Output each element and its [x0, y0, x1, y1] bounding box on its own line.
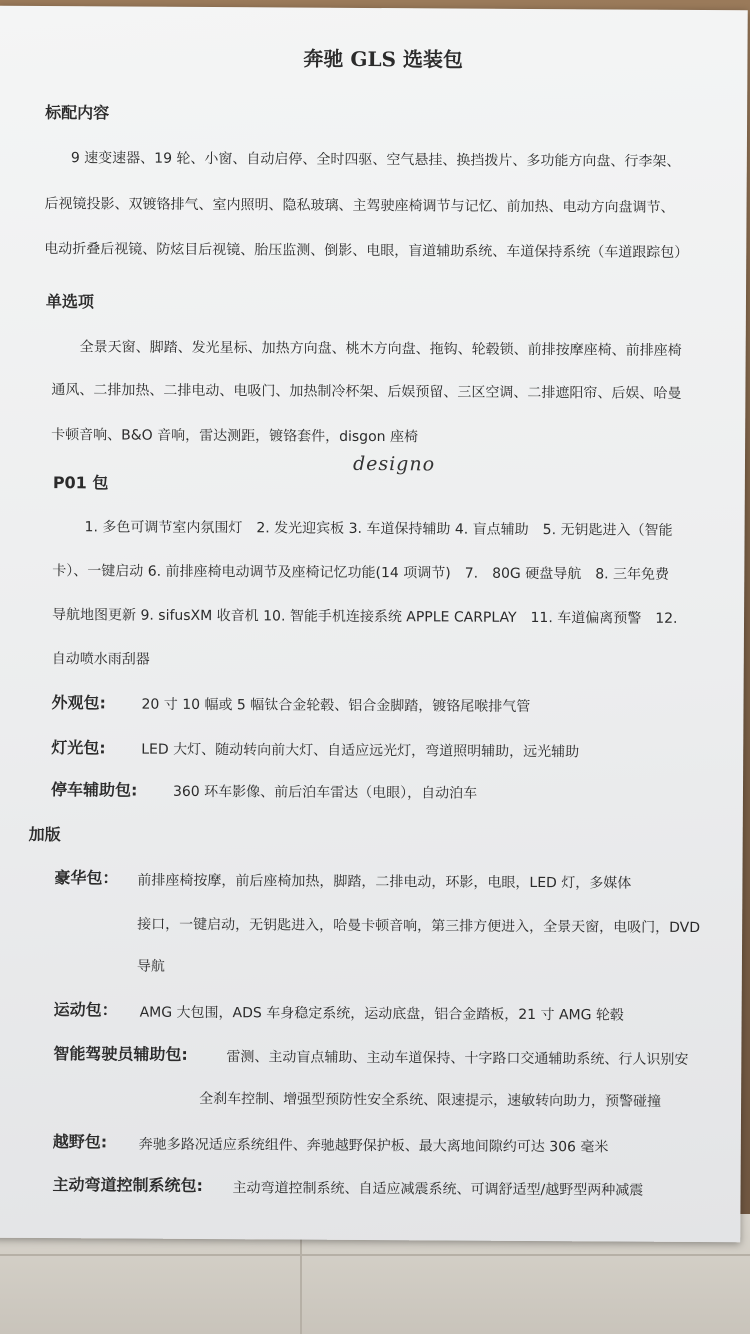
- parking-package-label: 停车辅助包:: [50, 780, 138, 800]
- parking-package-text: 360 环车影像、前后泊车雷达（电眼），自动泊车: [172, 783, 478, 802]
- options-line-3: 卡顿音响、B&O 音响，雷达测距，镀铬套件，disgon 座椅: [51, 427, 419, 446]
- sport-package-text: AMG 大包围，ADS 车身稳定系统，运动底盘，铝合金踏板，21 寸 AMG 轮毂: [139, 1004, 624, 1024]
- curve-control-package-text: 主动弯道控制系统、自适应减震系统、可调舒适型/越野型两种减震: [232, 1180, 644, 1199]
- exterior-package-label: 外观包:: [51, 693, 106, 713]
- p01-line-4: 自动喷水雨刮器: [51, 651, 150, 668]
- document-page: [0, 6, 748, 1243]
- p01-line-3: 导航地图更新 9. sifusXM 收音机 10. 智能手机连接系统 APPLE CARPLAY 11. 车道偏离预警 12.: [51, 607, 678, 627]
- standard-line-3: 电动折叠后视镜、防炫目后视镜、胎压监测、倒影、电眼，盲道辅助系统、车道保持系统（车道跟踪包）: [44, 241, 689, 261]
- p01-line-1: 1. 多色可调节室内氛围灯 2. 发光迎宾板 3. 车道保持辅助 4. 盲点辅助 5. 无钥匙进入（智能: [84, 519, 673, 539]
- lighting-package-label: 灯光包:: [51, 738, 106, 758]
- standard-heading: 标配内容: [45, 103, 110, 123]
- options-heading: 单选项: [45, 292, 95, 312]
- sport-package-label: 运动包：: [53, 1000, 118, 1020]
- options-line-2: 通风、二排加热、二排电动、电吸门、加热制冷杯架、后娱预留、三区空调、二排遮阳帘、后娱、哈曼: [51, 382, 682, 402]
- offroad-package-label: 越野包:: [52, 1132, 108, 1152]
- standard-line-2: 后视镜投影、双镀铬排气、室内照明、隐私玻璃、主驾驶座椅调节与记忆、前加热、电动方向盘调节、: [44, 196, 675, 216]
- luxury-package-line-1: 前排座椅按摩，前后座椅加热，脚踏，二排电动，环影，电眼，LED 灯，多媒体: [137, 872, 632, 892]
- driver-assist-package-line-1: 雷测、主动盲点辅助、主动车道保持、十字路口交通辅助系统、行人识别安: [226, 1049, 689, 1068]
- exterior-package-text: 20 寸 10 幅或 5 幅钛合金轮毂、铝合金脚踏，镀铬尾喉排气管: [141, 696, 531, 715]
- handwritten-note: designo: [352, 452, 436, 476]
- luxury-package-label: 豪华包：: [54, 868, 119, 888]
- luxury-package-line-3: 导航: [136, 958, 165, 975]
- driver-assist-package-label: 智能驾驶员辅助包:: [53, 1044, 188, 1064]
- offroad-package-text: 奔驰多路况适应系统组件、奔驰越野保护板、最大离地间隙约可达 306 毫米: [138, 1136, 609, 1156]
- document-title: 奔驰 GLS 选装包: [303, 46, 464, 72]
- options-line-1: 全景天窗、脚踏、发光星标、加热方向盘、桃木方向盘、拖钩、轮毂锁、前排按摩座椅、前排座椅: [79, 339, 682, 359]
- standard-line-1: 9 速变速器、19 轮、小窗、自动启停、全时四驱、空气悬挂、换挡拨片、多功能方向盘、行李架、: [70, 150, 681, 170]
- lighting-package-text: LED 大灯、随动转向前大灯、自适应远光灯，弯道照明辅助，远光辅助: [141, 741, 580, 761]
- driver-assist-package-line-2: 全刹车控制、增强型预防性安全系统、限速提示，速敏转向助力，预警碰撞: [199, 1090, 662, 1110]
- curve-control-package-label: 主动弯道控制系统包:: [52, 1175, 204, 1195]
- luxury-package-line-2: 接口，一键启动，无钥匙进入，哈曼卡顿音响，第三排方便进入，全景天窗，电吸门，DVD: [137, 916, 701, 937]
- addon-heading: 加版: [28, 824, 61, 845]
- p01-line-2: 卡）、一键启动 6. 前排座椅电动调节及座椅记忆功能(14 项调节) 7. 80G 硬盘导航 8. 三年免费: [52, 563, 670, 583]
- p01-heading: P01 包: [52, 473, 109, 493]
